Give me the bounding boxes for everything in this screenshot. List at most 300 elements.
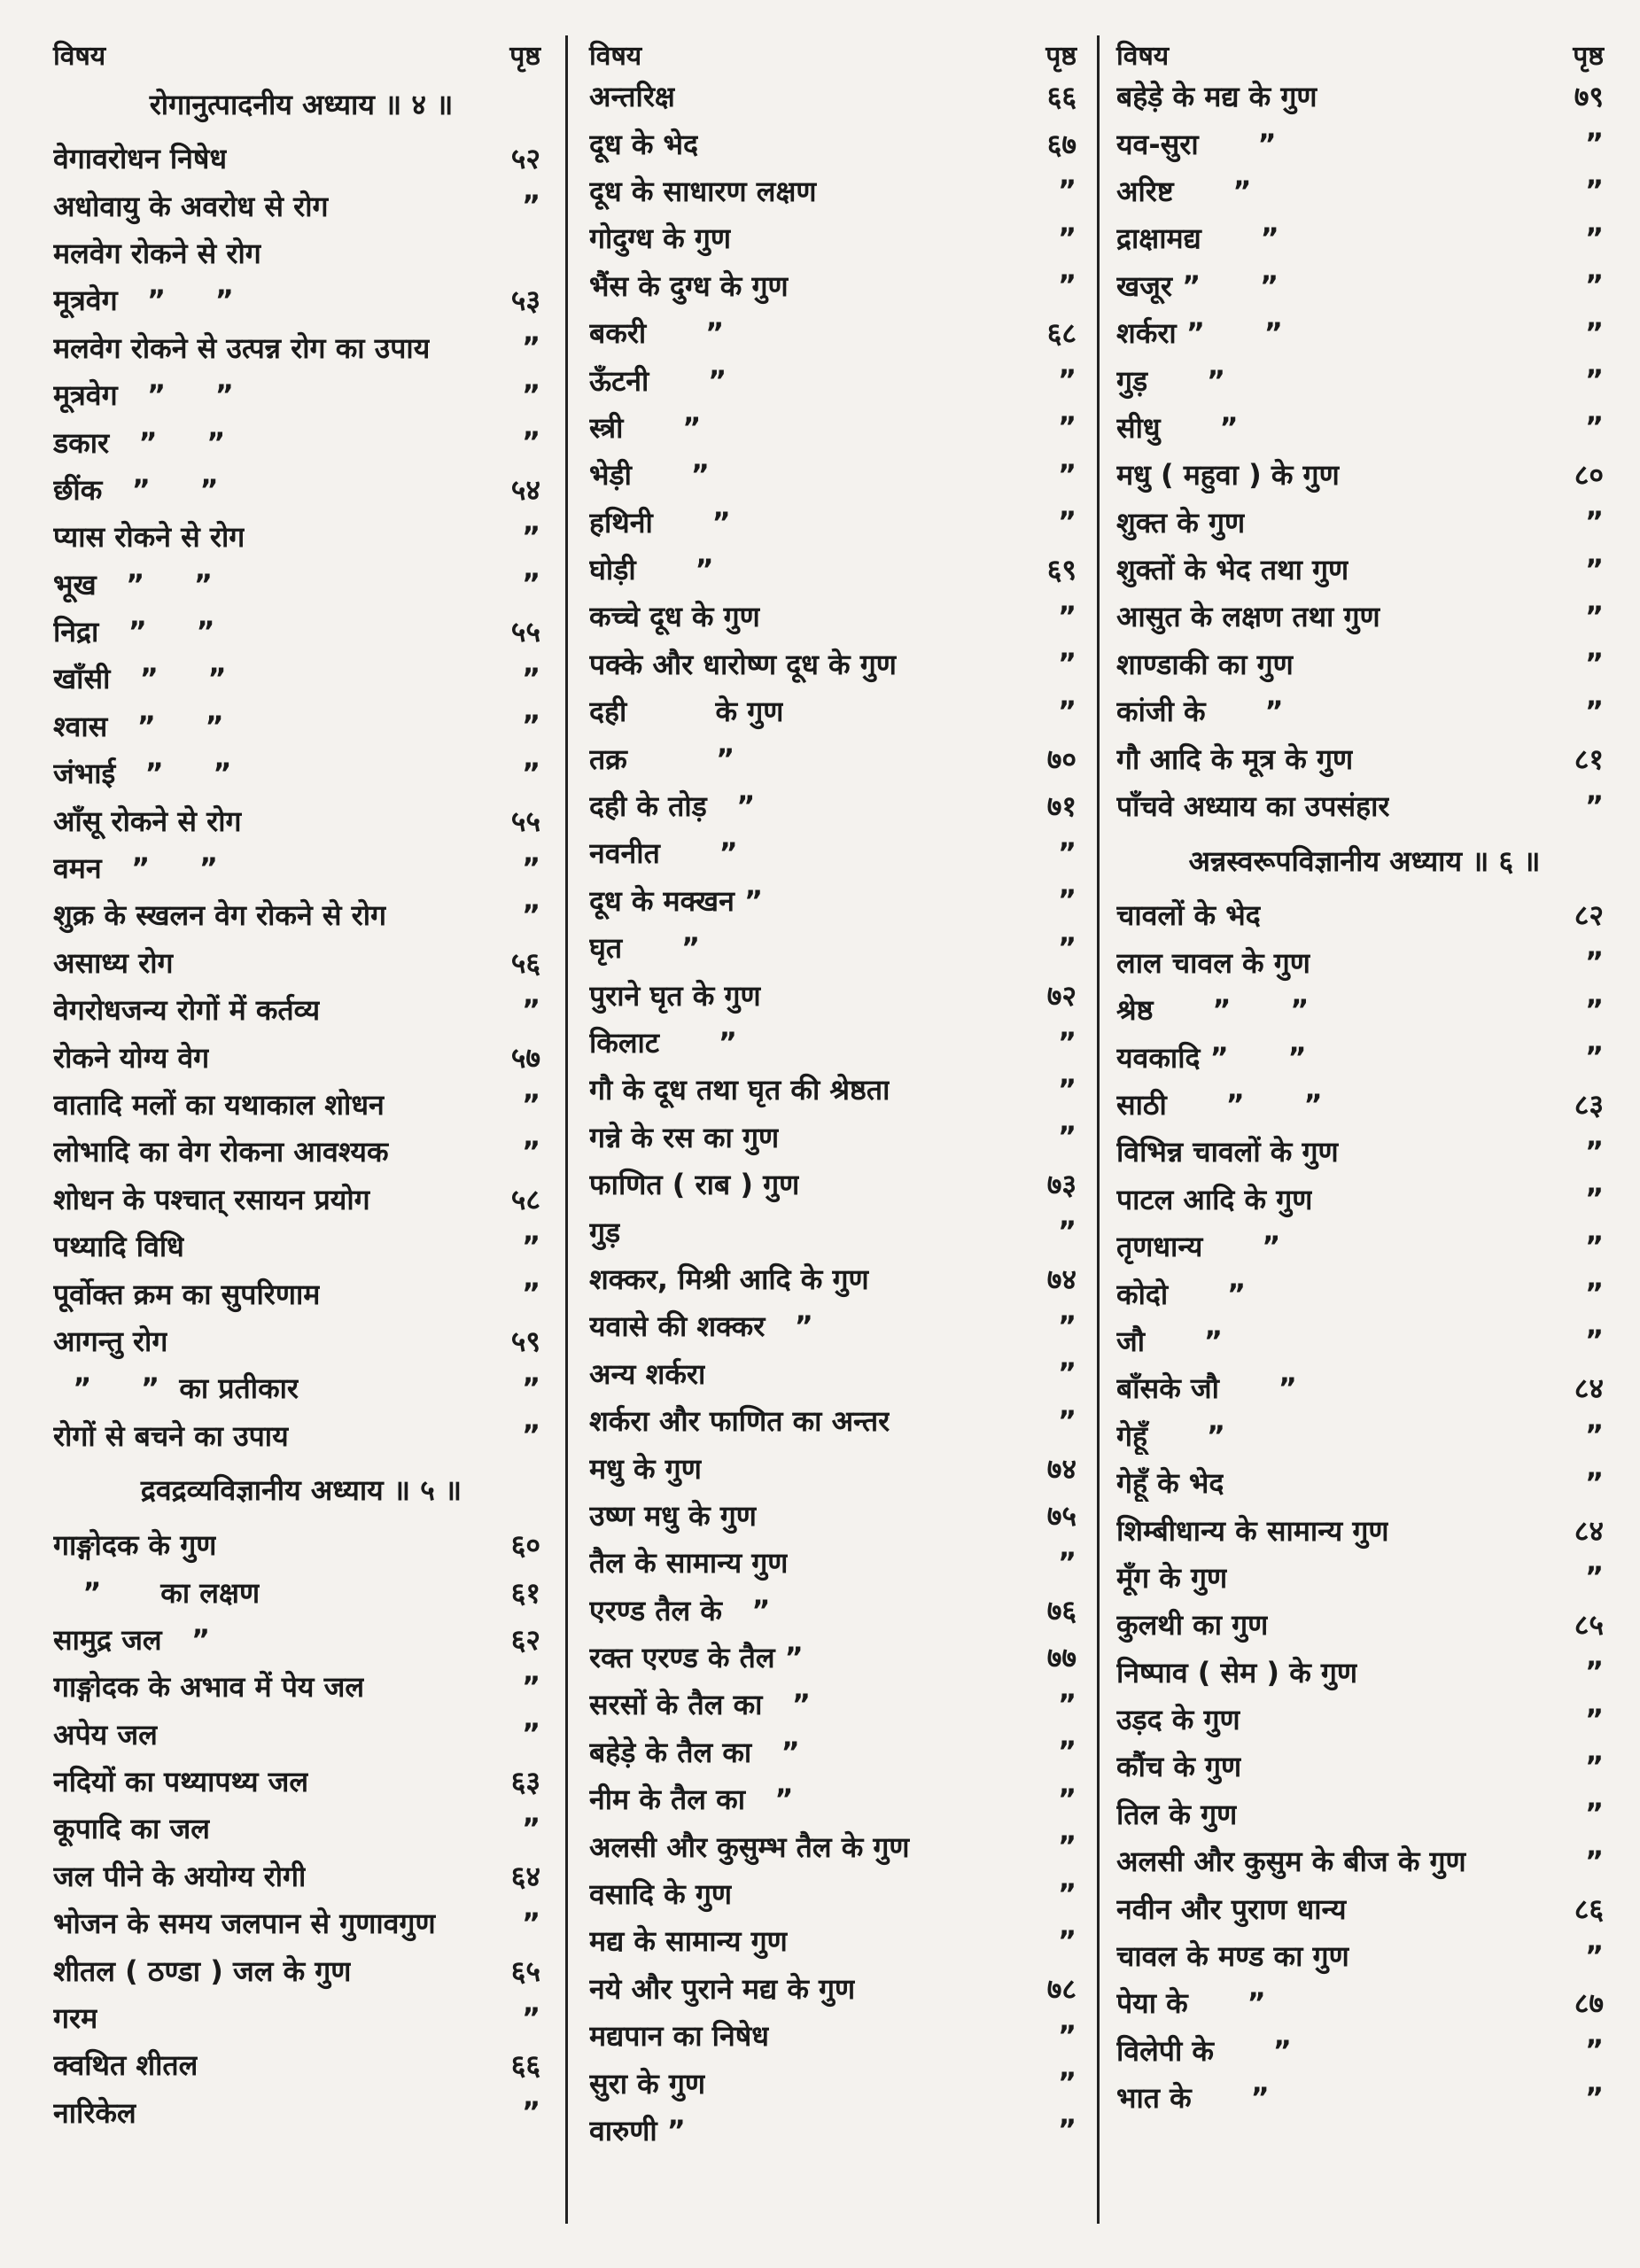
index-entry bbox=[1116, 1459, 1613, 1506]
entry-page-number: ८५ bbox=[1574, 1608, 1604, 1643]
entry-title: मद्यपान का निषेध bbox=[589, 2019, 769, 2054]
entry-title: शर्करा ” ” bbox=[1116, 316, 1283, 351]
index-entry bbox=[53, 182, 549, 229]
entry-title: गेहूँ ” bbox=[1116, 1418, 1225, 1453]
index-entry bbox=[1116, 404, 1613, 451]
entry-title: साठी ” ” bbox=[1116, 1088, 1323, 1122]
entry-page-number: ” bbox=[521, 567, 540, 602]
entry-title: दही के गुण bbox=[589, 695, 784, 729]
entry-page-number: ” bbox=[1057, 268, 1076, 303]
entry-page-number: ” bbox=[1057, 1829, 1076, 1864]
entry-page-number: ८४ bbox=[1574, 1371, 1604, 1406]
entry-list bbox=[589, 73, 1085, 2154]
entry-title: निद्रा ” ” bbox=[53, 615, 215, 649]
entry-title: गौ के दूध तथा घृत की श्रेष्ठता bbox=[589, 1073, 890, 1107]
entry-page-number: ६७ bbox=[1046, 127, 1076, 161]
index-entry bbox=[53, 796, 549, 843]
entry-page-number: ” bbox=[1584, 1182, 1604, 1216]
entry-page-number: ” bbox=[1057, 1120, 1076, 1154]
entry-page-number: ” bbox=[1584, 694, 1604, 728]
index-entry bbox=[53, 608, 549, 655]
entry-page-number: ६२ bbox=[510, 1622, 540, 1657]
index-entry bbox=[1116, 1884, 1613, 1931]
index-entry bbox=[53, 986, 549, 1033]
entry-title: तृणधान्य ” bbox=[1116, 1230, 1281, 1264]
entry-page-number: ७८ bbox=[1046, 1971, 1076, 2006]
entry-page-number: ” bbox=[521, 330, 540, 365]
entry-page-number: ” bbox=[1584, 127, 1604, 161]
index-entry bbox=[53, 1317, 549, 1364]
index-entry bbox=[53, 276, 549, 323]
entry-title: शुक्तों के भेद तथा गुण bbox=[1116, 553, 1349, 587]
entry-page-number: ” bbox=[1057, 221, 1076, 255]
index-entry bbox=[53, 513, 549, 560]
index-entry bbox=[589, 1397, 1085, 1444]
index-entry bbox=[1116, 1601, 1613, 1648]
entry-page-number: ” bbox=[521, 992, 540, 1027]
entry-title: कोदो ” bbox=[1116, 1277, 1247, 1311]
index-entry bbox=[1116, 1223, 1613, 1270]
entry-page-number: ” bbox=[1584, 505, 1604, 540]
index-entry bbox=[589, 451, 1085, 498]
index-entry bbox=[1116, 891, 1613, 938]
entry-title: नवीन और पुराण धान्य bbox=[1116, 1891, 1347, 1926]
entry-page-number: ६३ bbox=[510, 1765, 540, 1799]
entry-page-number: ” bbox=[521, 1371, 540, 1405]
entry-title: पूर्वोक्त क्रम का सुपरिणाम bbox=[53, 1277, 321, 1311]
entry-title: अन्तरिक्ष bbox=[589, 80, 675, 114]
entry-title: गाङ्गोदक के अभाव में पेय जल bbox=[53, 1670, 365, 1705]
entry-title: मलवेग रोकने से उत्पन्न रोग का उपाय bbox=[53, 330, 431, 365]
column-header bbox=[1116, 32, 1613, 73]
index-entry bbox=[1116, 262, 1613, 309]
index-entry bbox=[589, 1822, 1085, 1869]
index-entry bbox=[1116, 782, 1613, 829]
index-entry bbox=[53, 939, 549, 986]
entry-title: पक्के और धारोष्ण दूध के गुण bbox=[589, 647, 897, 681]
entry-title: जंभाई ” ” bbox=[53, 757, 232, 791]
entry-title: तैल के सामान्य गुण bbox=[589, 1546, 789, 1581]
index-entry bbox=[589, 687, 1085, 734]
entry-title: अरिष्ट ” bbox=[1116, 174, 1252, 208]
entry-title: गाङ्गोदक के गुण bbox=[53, 1528, 217, 1563]
entry-title: पेया के ” bbox=[1116, 1986, 1266, 2021]
entry-title: लोभादि का वेग रोकना आवश्यक bbox=[53, 1135, 389, 1169]
entry-page-number: ” bbox=[1584, 1560, 1604, 1595]
subject-heading: विषय bbox=[1116, 41, 1170, 72]
index-entry bbox=[589, 734, 1085, 781]
index-entry bbox=[589, 1350, 1085, 1397]
index-entry bbox=[53, 844, 549, 891]
entry-page-number: ” bbox=[1057, 1687, 1076, 1721]
column-header bbox=[53, 32, 549, 73]
index-entry bbox=[53, 891, 549, 938]
entry-page-number: ८१ bbox=[1574, 742, 1604, 776]
entry-title: भोजन के समय जलपान से गुणावगुण bbox=[53, 1907, 436, 1941]
index-entry bbox=[1116, 1033, 1613, 1080]
entry-page-number: ” bbox=[1057, 410, 1076, 445]
index-entry bbox=[1116, 499, 1613, 546]
entry-page-number: ” bbox=[1057, 1215, 1076, 1249]
entry-page-number: ” bbox=[1057, 363, 1076, 398]
entry-page-number: ६६ bbox=[510, 2048, 540, 2083]
entry-page-number: ” bbox=[1584, 221, 1604, 255]
index-entry bbox=[1116, 546, 1613, 593]
entry-title: दही के तोड़ ” bbox=[589, 789, 756, 824]
entry-title: पुराने घृत के गुण bbox=[589, 978, 761, 1013]
entry-title: शिम्बीधान्य के सामान्य गुण bbox=[1116, 1513, 1389, 1548]
entry-title: फाणित ( राब ) गुण bbox=[589, 1168, 800, 1202]
entry-page-number: ” bbox=[1584, 174, 1604, 208]
entry-page-number: ८२ bbox=[1574, 898, 1604, 933]
entry-page-number: ५४ bbox=[510, 472, 540, 507]
index-column-2 bbox=[589, 32, 1085, 2247]
entry-page-number: ” bbox=[1584, 788, 1604, 823]
entry-title: नये और पुराने मद्य के गुण bbox=[589, 1971, 856, 2006]
entry-title: भात के ” bbox=[1116, 2081, 1270, 2116]
entry-title: वेगरोधजन्य रोगों में कर्तव्य bbox=[53, 993, 321, 1028]
entry-title: खजूर ” ” bbox=[1116, 268, 1279, 303]
index-entry bbox=[1116, 214, 1613, 261]
entry-page-number: ६४ bbox=[510, 1859, 540, 1893]
index-entry bbox=[53, 1899, 549, 1946]
index-entry bbox=[53, 1412, 549, 1459]
index-entry bbox=[1116, 1317, 1613, 1364]
index-entry bbox=[589, 593, 1085, 640]
entry-title: ऊँटनी ” bbox=[589, 363, 727, 398]
entry-title: उष्ण मधु के गुण bbox=[589, 1498, 757, 1533]
entry-page-number: ८३ bbox=[1574, 1088, 1604, 1122]
entry-page-number: ७५ bbox=[1046, 1498, 1076, 1533]
entry-title: कुलथी का गुण bbox=[1116, 1608, 1269, 1643]
entry-page-number: ” bbox=[1057, 505, 1076, 540]
entry-title: भेड़ी ” bbox=[589, 458, 710, 493]
entry-title: प्यास रोकने से रोग bbox=[53, 520, 245, 555]
entry-page-number: ” bbox=[1057, 1072, 1076, 1107]
entry-title: बहेड़े के मद्य के गुण bbox=[1116, 80, 1317, 114]
index-entry bbox=[1116, 1412, 1613, 1459]
index-entry bbox=[53, 1758, 549, 1805]
entry-title: तिल के गुण bbox=[1116, 1797, 1238, 1831]
entry-title: बहेड़े के तैल का ” bbox=[589, 1735, 800, 1769]
entry-page-number: ” bbox=[1057, 457, 1076, 492]
entry-page-number: ५८ bbox=[510, 1182, 540, 1216]
index-entry bbox=[1116, 1649, 1613, 1696]
entry-page-number: ” bbox=[1584, 268, 1604, 303]
index-entry bbox=[53, 1128, 549, 1175]
entry-title: गरम bbox=[53, 2001, 98, 2036]
entry-page-number: ” bbox=[1584, 1229, 1604, 1263]
entry-page-number: ७३ bbox=[1046, 1168, 1076, 1202]
entry-page-number: ” bbox=[1584, 1797, 1604, 1831]
entry-page-number: ” bbox=[1584, 945, 1604, 980]
entry-title: कौंच के गुण bbox=[1116, 1750, 1242, 1784]
index-entry bbox=[53, 561, 549, 608]
entry-title: रक्त एरण्ड के तैल ” bbox=[589, 1641, 804, 1675]
entry-page-number: ५९ bbox=[510, 1324, 540, 1358]
index-entry bbox=[589, 214, 1085, 261]
index-entry bbox=[53, 2089, 549, 2136]
page-heading: पृष्ठ bbox=[1573, 41, 1604, 72]
chapter-heading: अन्नस्वरूपविज्ञानीय अध्याय ॥ ६ ॥ bbox=[1188, 843, 1541, 878]
entry-page-number: ५६ bbox=[510, 945, 540, 980]
entry-title: श्वास ” ” bbox=[53, 709, 224, 743]
index-entry bbox=[1116, 1979, 1613, 2026]
index-entry bbox=[589, 1965, 1085, 2012]
entry-page-number: ” bbox=[1584, 1465, 1604, 1500]
entry-title: गेहूँ के भेद bbox=[1116, 1466, 1224, 1501]
entry-title: असाध्य रोग bbox=[53, 945, 174, 980]
index-entry bbox=[589, 404, 1085, 451]
entry-page-number: ” bbox=[521, 850, 540, 885]
entry-title: खाँसी ” ” bbox=[53, 662, 227, 696]
entry-page-number: ” bbox=[521, 1418, 540, 1453]
entry-title: यव-सुरा ” bbox=[1116, 127, 1277, 161]
entry-page-number: ” bbox=[1584, 647, 1604, 681]
entry-page-number: ” bbox=[521, 1717, 540, 1751]
page-heading: पृष्ठ bbox=[1045, 41, 1076, 72]
entry-title: जल पीने के अयोग्य रोगी bbox=[53, 1859, 307, 1893]
entry-page-number: ७६ bbox=[1046, 1593, 1076, 1627]
entry-title: कूपादि का जल bbox=[53, 1812, 210, 1846]
entry-page-number: ७७ bbox=[1046, 1641, 1076, 1675]
index-entry bbox=[53, 1568, 549, 1615]
index-entry bbox=[589, 499, 1085, 546]
entry-title: सीधु ” bbox=[1116, 410, 1239, 445]
index-entry bbox=[589, 971, 1085, 1018]
entry-title: मधु ( महुवा ) के गुण bbox=[1116, 458, 1340, 493]
entry-page-number: ” bbox=[1584, 1938, 1604, 1973]
entry-title: रोकने योग्य वेग bbox=[53, 1040, 210, 1075]
entry-title: दूध के मक्खन ” bbox=[589, 883, 764, 918]
index-entry bbox=[589, 167, 1085, 214]
entry-page-number: ” bbox=[1057, 883, 1076, 918]
entry-page-number: ८७ bbox=[1574, 1986, 1604, 2021]
entry-page-number: ” bbox=[1584, 1844, 1604, 1878]
index-entry bbox=[1116, 1837, 1613, 1884]
index-entry bbox=[1116, 939, 1613, 986]
entry-title: दूध के भेद bbox=[589, 127, 699, 161]
entry-title: मलवेग रोकने से रोग bbox=[53, 236, 261, 270]
entry-page-number: ” bbox=[1584, 1040, 1604, 1075]
entry-title: लाल चावल के गुण bbox=[1116, 945, 1310, 980]
entry-title: नवनीत ” bbox=[589, 836, 738, 871]
entry-title: छींक ” ” bbox=[53, 472, 219, 507]
entry-page-number: ७० bbox=[1046, 742, 1076, 776]
entry-page-number: ” bbox=[1584, 1418, 1604, 1453]
entry-title: मूत्रवेग ” ” bbox=[53, 284, 234, 318]
index-entry bbox=[589, 1444, 1085, 1491]
entry-list bbox=[53, 73, 549, 2136]
entry-title: ” का लक्षण bbox=[53, 1575, 260, 1610]
entry-title: पथ्यादि विधि bbox=[53, 1230, 184, 1264]
entry-title: सामुद्र जल ” bbox=[53, 1622, 211, 1657]
entry-page-number: ६६ bbox=[1046, 80, 1076, 114]
index-entry bbox=[1116, 1743, 1613, 1790]
entry-page-number: ” bbox=[521, 1906, 540, 1940]
entry-title: स्त्री ” bbox=[589, 410, 702, 445]
entry-title: यवकादि ” ” bbox=[1116, 1040, 1307, 1075]
index-entry bbox=[1116, 687, 1613, 734]
index-entry bbox=[589, 1492, 1085, 1539]
entry-title: आगन्तु रोग bbox=[53, 1324, 168, 1358]
index-entry bbox=[53, 703, 549, 750]
entry-page-number: ७१ bbox=[1046, 789, 1076, 824]
index-entry bbox=[53, 655, 549, 702]
index-entry bbox=[589, 1066, 1085, 1113]
entry-page-number: ” bbox=[521, 377, 540, 412]
index-entry bbox=[589, 356, 1085, 403]
index-entry bbox=[1116, 120, 1613, 167]
index-entry bbox=[589, 1634, 1085, 1681]
index-entry bbox=[1116, 1506, 1613, 1553]
entry-page-number: ५५ bbox=[510, 615, 540, 649]
entry-page-number: ” bbox=[1584, 1702, 1604, 1736]
entry-title: हथिनी ” bbox=[589, 505, 731, 540]
entry-title: भैंस के दुग्ध के गुण bbox=[589, 268, 789, 303]
index-entry bbox=[1116, 641, 1613, 687]
index-entry bbox=[589, 1255, 1085, 1302]
entry-title: श्रेष्ठ ” ” bbox=[1116, 993, 1310, 1028]
entry-page-number: ” bbox=[1057, 1923, 1076, 1958]
entry-page-number: ६९ bbox=[1046, 553, 1076, 587]
index-entry bbox=[589, 1302, 1085, 1349]
entry-title: सरसों के तैल का ” bbox=[589, 1688, 811, 1722]
entry-title: अन्य शर्करा bbox=[589, 1356, 706, 1391]
entry-page-number: ६८ bbox=[1046, 316, 1076, 351]
entry-page-number: ” bbox=[521, 1087, 540, 1122]
entry-page-number: ” bbox=[521, 756, 540, 790]
entry-title: घोड़ी ” bbox=[589, 553, 714, 587]
entry-page-number: ६० bbox=[510, 1528, 540, 1563]
index-entry bbox=[53, 1081, 549, 1128]
index-entry bbox=[1116, 451, 1613, 498]
column-header bbox=[589, 32, 1085, 73]
entry-page-number: ” bbox=[521, 897, 540, 932]
index-entry bbox=[1116, 1364, 1613, 1411]
index-entry bbox=[53, 1364, 549, 1411]
entry-title: पाँचवे अध्याय का उपसंहार bbox=[1116, 789, 1390, 824]
entry-title: विभिन्न चावलों के गुण bbox=[1116, 1135, 1339, 1169]
entry-title: ” ” का प्रतीकार bbox=[53, 1371, 299, 1406]
entry-title: चावल के मण्ड का गुण bbox=[1116, 1939, 1349, 1974]
entry-title: गन्ने के रस का गुण bbox=[589, 1120, 780, 1154]
entry-title: गौ आदि के मूत्र के गुण bbox=[1116, 742, 1354, 776]
entry-page-number: ” bbox=[1584, 992, 1604, 1027]
entry-page-number: ” bbox=[1584, 2080, 1604, 2115]
entry-page-number: ” bbox=[1057, 174, 1076, 208]
entry-title: वातादि मलों का यथाकाल शोधन bbox=[53, 1088, 385, 1122]
entry-title: कच्चे दूध के गुण bbox=[589, 600, 760, 634]
entry-page-number: ” bbox=[521, 1277, 540, 1311]
chapter-heading: रोगानुत्पादनीय अध्याय ॥ ४ ॥ bbox=[149, 87, 454, 121]
entry-title: अपेय जल bbox=[53, 1717, 158, 1751]
entry-title: मधु के गुण bbox=[589, 1451, 702, 1486]
entry-title: अधोवायु के अवरोध से रोग bbox=[53, 189, 329, 223]
entry-title: पाटल आदि के गुण bbox=[1116, 1182, 1313, 1216]
index-entry bbox=[53, 371, 549, 418]
index-entry bbox=[53, 229, 549, 276]
entry-page-number: ” bbox=[1057, 835, 1076, 870]
index-entry bbox=[1116, 309, 1613, 356]
index-entry bbox=[589, 73, 1085, 120]
entry-page-number: ” bbox=[521, 1669, 540, 1704]
index-entry bbox=[53, 1711, 549, 1758]
entry-page-number: ” bbox=[1584, 1134, 1604, 1169]
index-entry bbox=[589, 829, 1085, 876]
index-entry bbox=[589, 1161, 1085, 1208]
entry-title: शुक्त के गुण bbox=[1116, 505, 1246, 540]
entry-title: वमन ” ” bbox=[53, 851, 218, 886]
entry-title: बाँसके जौ ” bbox=[1116, 1371, 1297, 1406]
index-entry bbox=[53, 1033, 549, 1080]
entry-page-number: ५५ bbox=[510, 804, 540, 838]
index-entry bbox=[589, 1114, 1085, 1161]
index-entry bbox=[53, 2041, 549, 2088]
entry-page-number: ” bbox=[521, 1229, 540, 1263]
entry-page-number: ” bbox=[521, 2000, 540, 2035]
entry-title: चावलों के भेद bbox=[1116, 898, 1261, 933]
index-entry bbox=[1116, 734, 1613, 781]
entry-page-number: ७२ bbox=[1046, 978, 1076, 1013]
index-entry bbox=[589, 120, 1085, 167]
entry-page-number: ७४ bbox=[1046, 1451, 1076, 1486]
entry-title: विलेपी के ” bbox=[1116, 2033, 1292, 2068]
index-entry bbox=[53, 1616, 549, 1663]
index-entry bbox=[589, 877, 1085, 924]
entry-title: तक्र ” bbox=[589, 742, 735, 776]
index-entry bbox=[589, 1870, 1085, 1917]
index-entry bbox=[1116, 1176, 1613, 1223]
index-entry bbox=[589, 1728, 1085, 1775]
entry-page-number: ” bbox=[1057, 599, 1076, 633]
entry-title: अलसी और कुसुम्भ तैल के गुण bbox=[589, 1829, 910, 1864]
entry-title: घृत ” bbox=[589, 931, 701, 966]
entry-title: सुरा के गुण bbox=[589, 2066, 706, 2101]
entry-page-number: ” bbox=[1057, 1545, 1076, 1580]
entry-title: आँसू रोकने से रोग bbox=[53, 804, 242, 838]
index-entry bbox=[53, 1223, 549, 1270]
index-entry bbox=[589, 924, 1085, 971]
entry-page-number: ७४ bbox=[1046, 1262, 1076, 1296]
entry-page-number: ” bbox=[1057, 1735, 1076, 1769]
entry-title: आसुत के लक्षण तथा गुण bbox=[1116, 600, 1380, 634]
entry-page-number: ६५ bbox=[510, 1953, 540, 1988]
entry-title: शुक्र के स्खलन वेग रोकने से रोग bbox=[53, 898, 387, 933]
entry-page-number: ” bbox=[1057, 1876, 1076, 1911]
entry-page-number: ” bbox=[1584, 315, 1604, 350]
entry-page-number: ५२ bbox=[510, 142, 540, 176]
entry-title: रोगों से बचने का उपाय bbox=[53, 1418, 289, 1453]
entry-page-number: ” bbox=[1584, 363, 1604, 398]
index-entry bbox=[53, 135, 549, 182]
index-entry bbox=[589, 2059, 1085, 2106]
entry-page-number: ” bbox=[1584, 1655, 1604, 1689]
index-entry bbox=[53, 418, 549, 465]
entry-page-number: ” bbox=[1057, 647, 1076, 681]
index-entry bbox=[1116, 1696, 1613, 1743]
entry-title: मूँग के गुण bbox=[1116, 1560, 1228, 1595]
entry-title: गोदुग्ध के गुण bbox=[589, 221, 731, 256]
index-entry bbox=[53, 466, 549, 513]
index-column-1 bbox=[53, 32, 549, 2247]
page-heading: पृष्ठ bbox=[509, 41, 540, 72]
entry-page-number: ” bbox=[1584, 552, 1604, 586]
entry-page-number: ५७ bbox=[510, 1040, 540, 1075]
index-entry bbox=[53, 1994, 549, 2041]
index-entry bbox=[589, 2107, 1085, 2154]
entry-title: द्राक्षामद्य ” bbox=[1116, 221, 1279, 256]
